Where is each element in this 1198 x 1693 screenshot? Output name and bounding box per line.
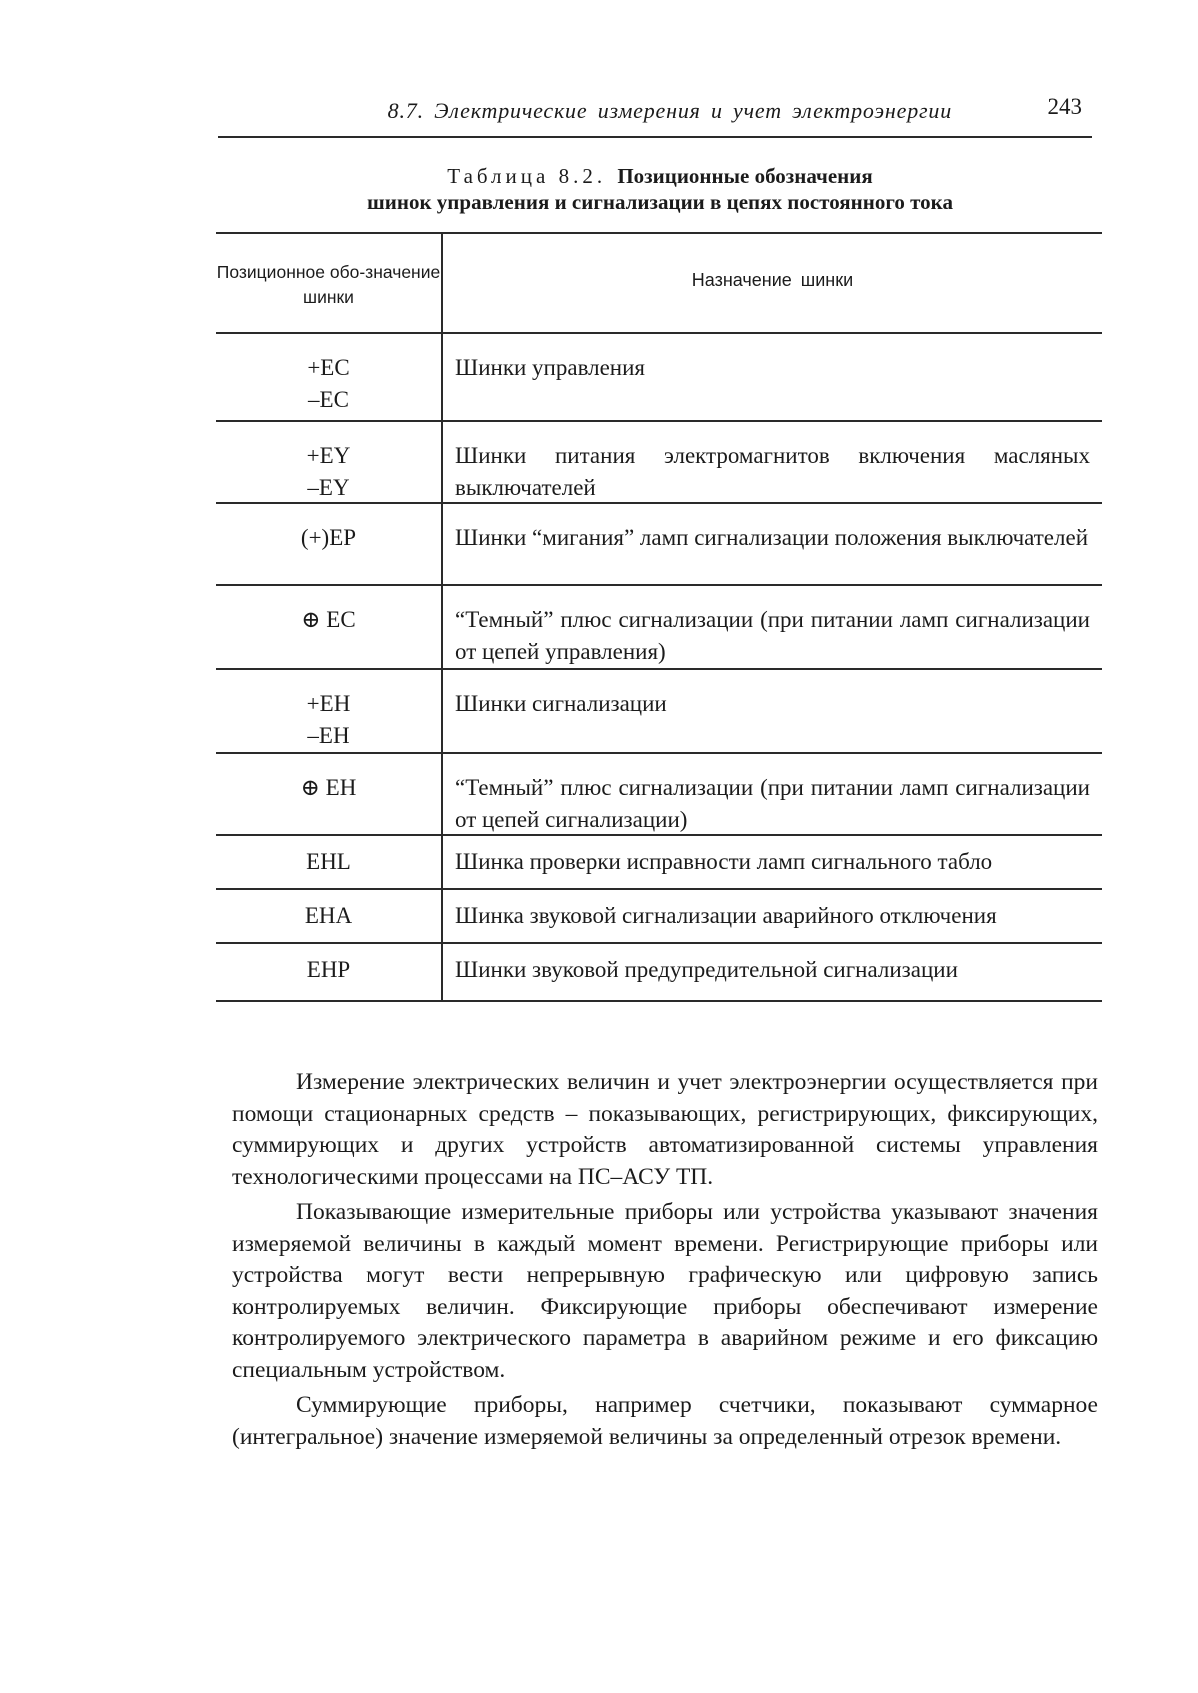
- bus-code: –EY: [307, 475, 350, 500]
- designation-cell: [216, 890, 443, 942]
- table-caption: [230, 163, 1090, 215]
- bus-code: (+)EP: [300, 525, 357, 550]
- bus-code: +EC: [307, 355, 350, 380]
- table-caption-title-line1: Позиционные обозначения: [617, 164, 873, 188]
- designation-cell: [216, 836, 443, 888]
- purpose-cell: Шинки звуковой предупредительной сигнализации: [455, 957, 958, 982]
- purpose-cell: Шинки управления: [455, 355, 646, 380]
- table-row: [216, 502, 1102, 584]
- bus-code: +EY: [306, 443, 351, 468]
- table-row: [216, 584, 1102, 668]
- designation-cell: [216, 670, 443, 752]
- table-row: [216, 668, 1102, 752]
- page-number: 243: [1047, 94, 1082, 119]
- bus-code: EHA: [304, 903, 353, 928]
- table-header-row: [216, 234, 1102, 332]
- bus-code: ⊕ EC: [301, 607, 356, 632]
- bus-code: –EC: [308, 387, 349, 412]
- bus-code: –EH: [307, 723, 350, 748]
- bus-code: EHP: [306, 957, 351, 982]
- table-row: [216, 942, 1102, 1000]
- table-row: [216, 332, 1102, 420]
- table-row: [216, 834, 1102, 888]
- purpose-cell: Шинки “мигания” ламп сигнализации положения выключателей: [455, 525, 1089, 550]
- table-row: [216, 420, 1102, 502]
- column-header-designation: Позиционное обо-значение шинки: [216, 234, 443, 332]
- bus-designation-table: [216, 232, 1102, 1002]
- bus-code: ⊕ EH: [300, 775, 357, 800]
- purpose-cell: Шинка проверки исправности ламп сигнального табло: [455, 849, 993, 874]
- bus-code: +EH: [306, 691, 351, 716]
- designation-cell: [216, 754, 443, 834]
- table-body: [216, 332, 1102, 1000]
- paragraph: Измерение электрических величин и учет электроэнергии осуществляется при помощи стационарных средств – показывающих, регистрирующих, фиксирующих, суммирующих и других устройств автоматизированной системы управления технологическими процессами на ПС–АСУ ТП.: [232, 1069, 1098, 1190]
- table-row: [216, 888, 1102, 942]
- body-text: [232, 1067, 1098, 1457]
- designation-cell: [216, 586, 443, 668]
- bus-code: EHL: [306, 849, 351, 874]
- purpose-cell: Шинки сигнализации: [455, 691, 667, 716]
- purpose-cell: “Темный” плюс сигнализации (при питании ламп сигнализации от цепей сигнализации): [455, 775, 1090, 832]
- running-title: 8.7. Электрические измерения и учет электроэнергии: [387, 98, 952, 123]
- table-caption-title-line2: шинок управления и сигнализации в цепях постоянного тока: [367, 190, 953, 214]
- table-row: [216, 752, 1102, 834]
- paragraph: Показывающие измерительные приборы или устройства указывают значения измеряемой величины в каждый момент времени. Регистрирующие приборы или устройства могут вести непрерывную графическую или цифровую запись контролируемых величин. Фиксирующие приборы обеспечивают измерение контролируемого электрического параметра в аварийном режиме и его фиксацию специальным устройством.: [232, 1199, 1098, 1383]
- designation-cell: [216, 944, 443, 1000]
- designation-cell: [216, 334, 443, 420]
- purpose-cell: Шинки питания электромагнитов включения масляных выключателей: [455, 443, 1090, 500]
- running-header: [218, 88, 1092, 138]
- purpose-cell: Шинка звуковой сигнализации аварийного отключения: [455, 903, 997, 928]
- purpose-cell: “Темный” плюс сигнализации (при питании ламп сигнализации от цепей управления): [455, 607, 1090, 664]
- designation-cell: [216, 504, 443, 584]
- column-header-purpose: Назначение шинки: [691, 270, 854, 290]
- designation-cell: [216, 422, 443, 502]
- paragraph: Суммирующие приборы, например счетчики, показывают суммарное (интегральное) значение измеряемой величины за определенный отрезок времени.: [232, 1392, 1098, 1450]
- table-caption-label: Таблица 8.2.: [447, 164, 607, 188]
